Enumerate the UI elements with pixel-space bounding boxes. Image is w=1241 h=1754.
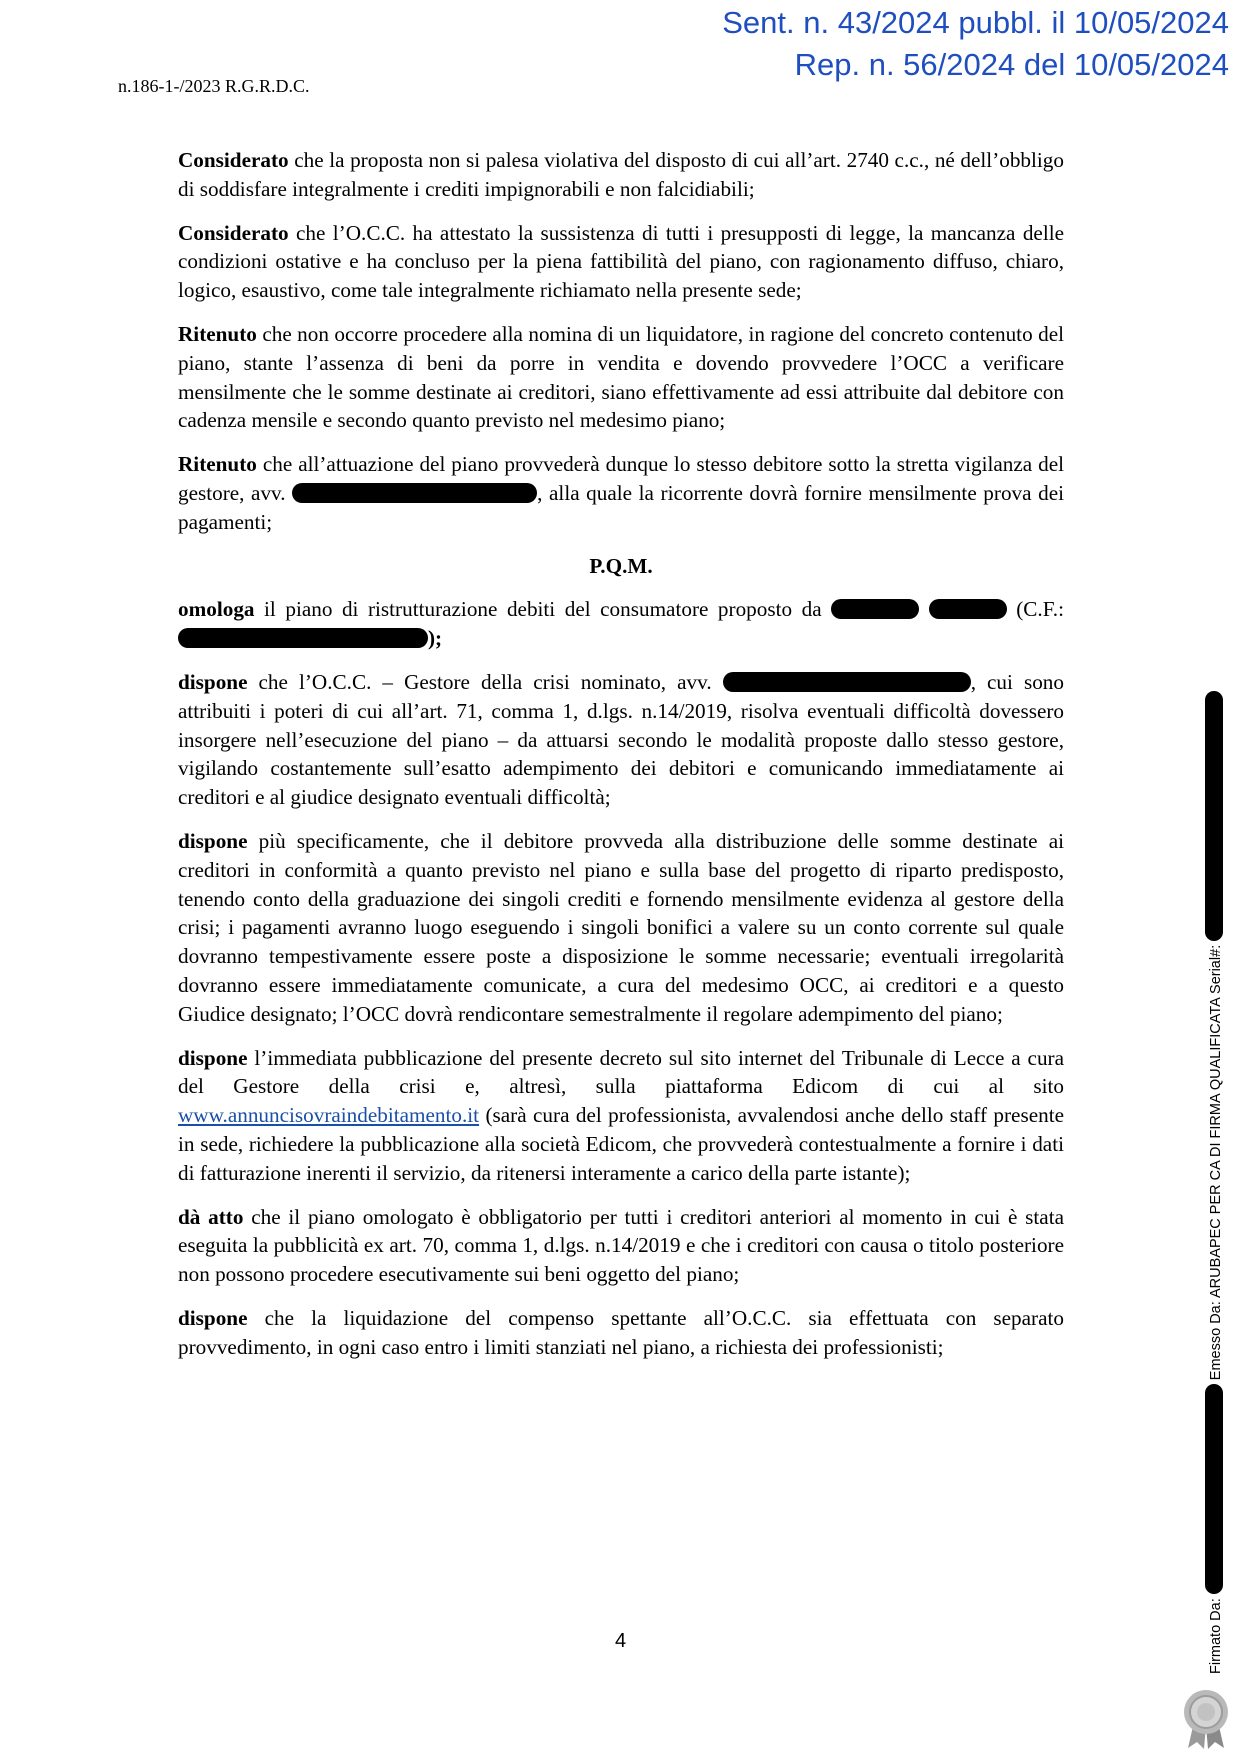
document-body	[178, 146, 1064, 1376]
redaction-mark	[292, 483, 537, 503]
publication-stamp	[722, 2, 1229, 86]
redaction-mark	[831, 599, 919, 619]
certification-seal-icon	[1180, 1688, 1232, 1750]
pqm-heading: P.Q.M.	[589, 553, 653, 578]
paragraph-ritenuto-2: Ritenuto che all’attuazione del piano provvederà dunque lo stesso debitore sotto la stretta vigilanza del gestore, avv. , alla quale la ricorrente dovrà fornire mensilmente prova dei pagamenti;	[178, 452, 1065, 534]
redaction-mark	[1205, 1384, 1223, 1594]
paragraph-considerato-1: Considerato che la proposta non si palesa violativa del disposto di cui all’art. 2740 c.c., né dell’obbligo di soddisfare integralmente i crediti impignorabili e non falcidiabili;	[178, 148, 1064, 201]
stamp-repertory-line: Rep. n. 56/2024 del 10/05/2024	[794, 47, 1229, 82]
paragraph-omologa: omologa il piano di ristrutturazione debiti del consumatore proposto da (C.F.:);	[178, 597, 1064, 651]
stamp-sentence-line: Sent. n. 43/2024 pubbl. il 10/05/2024	[722, 5, 1229, 40]
page-number: 4	[614, 1630, 627, 1652]
paragraph-dispone-2: dispone più specificamente, che il debitore provveda alla distribuzione delle somme destinate ai creditori in conformità a quanto previsto nel piano e sulla base del progetto di riparto predisposto, tenendo conto della graduazione dei singoli crediti e fornendo mensilmente evidenza al gestore della crisi; i pagamenti avranno luogo eseguendo i singoli bonifici a valere su un conto corrente sul quale dovranno tempestivamente essere poste a disposizione le somme necessarie; eventuali irregolarità dovranno essere immediatamente comunicate, a cura del medesimo OCC, ai creditori e a questo Giudice designato; l’OCC dovrà rendicontare semestralmente il regolare adempimento del piano;	[178, 828, 1064, 1026]
paragraph-dispone-1: dispone che l’O.C.C. – Gestore della crisi nominato, avv. , cui sono attribuiti i poteri di cui all’art. 71, comma 1, d.lgs. n.14/2019, risolva eventuali difficoltà dovessero insorgere nell’esecuzione del piano – da attuarsi secondo le modalità proposte dallo stesso gestore, vigilando costantemente sull’esatto adempimento dei debitori e comunicando immediatamente ai creditori e al giudice designato eventuali difficoltà;	[178, 669, 1064, 810]
redaction-mark	[1205, 691, 1223, 941]
paragraph-dispone-4: dispone che la liquidazione del compenso spettante all’O.C.C. sia effettuata con separato provvedimento, in ogni caso entro i limiti stanziati nel piano, a richiesta dei professionisti;	[178, 1305, 1064, 1359]
case-reference: n.186-1-/2023 R.G.R.D.C.	[118, 76, 310, 96]
redaction-mark	[723, 672, 971, 692]
redaction-mark	[929, 599, 1007, 619]
digital-signature-line: Firmato Da: Emesso Da: ARUBAPEC PER CA DI FIRMA QUALIFICATA Serial#:	[1205, 691, 1224, 1674]
paragraph-considerato-2: Considerato che l’O.C.C. ha attestato la sussistenza di tutti i presupposti di legge, la mancanza delle condizioni ostative e ha concluso per la piena fattibilità del piano, con ragionamento diffuso, chiaro, logico, esaustivo, come tale integralmente richiamato nella presente sede;	[178, 220, 1064, 303]
paragraph-da-atto: dà atto che il piano omologato è obbligatorio per tutti i creditori anteriori al momento in cui è stata eseguita la pubblicità ex art. 70, comma 1, d.lgs. n.14/2019 e che i creditori con causa o titolo posteriore non possono procedere esecutivamente sui beni oggetto del piano;	[178, 1204, 1064, 1287]
paragraph-ritenuto-1: Ritenuto che non occorre procedere alla nomina di un liquidatore, in ragione del concreto contenuto del piano, stante l’assenza di beni da porre in vendita e dovendo provvedere l’OCC a verificare mensilmente che le somme destinate ai creditori, siano effettivamente ad essi attribuite dal debitore con cadenza mensile e secondo quanto previsto nel medesimo piano;	[178, 321, 1064, 433]
redaction-mark	[178, 628, 428, 648]
edicom-site-link[interactable]: www.annuncisovraindebitamento.it	[178, 1103, 480, 1128]
paragraph-dispone-3: dispone l’immediata pubblicazione del presente decreto sul sito internet del Tribunale di Lecce a cura del Gestore della crisi e, altresì, sulla piattaforma Edicom di cui al sito www.annuncisovraindebitamento.it (sarà cura del professionista, avvalendosi anche dello staff presente in sede, richiedere la pubblicazione alla società Edicom, che provvederà contestualmente a fornire i dati di fatturazione inerenti il servizio, da ritenersi interamente a carico della parte istante);	[178, 1045, 1064, 1185]
